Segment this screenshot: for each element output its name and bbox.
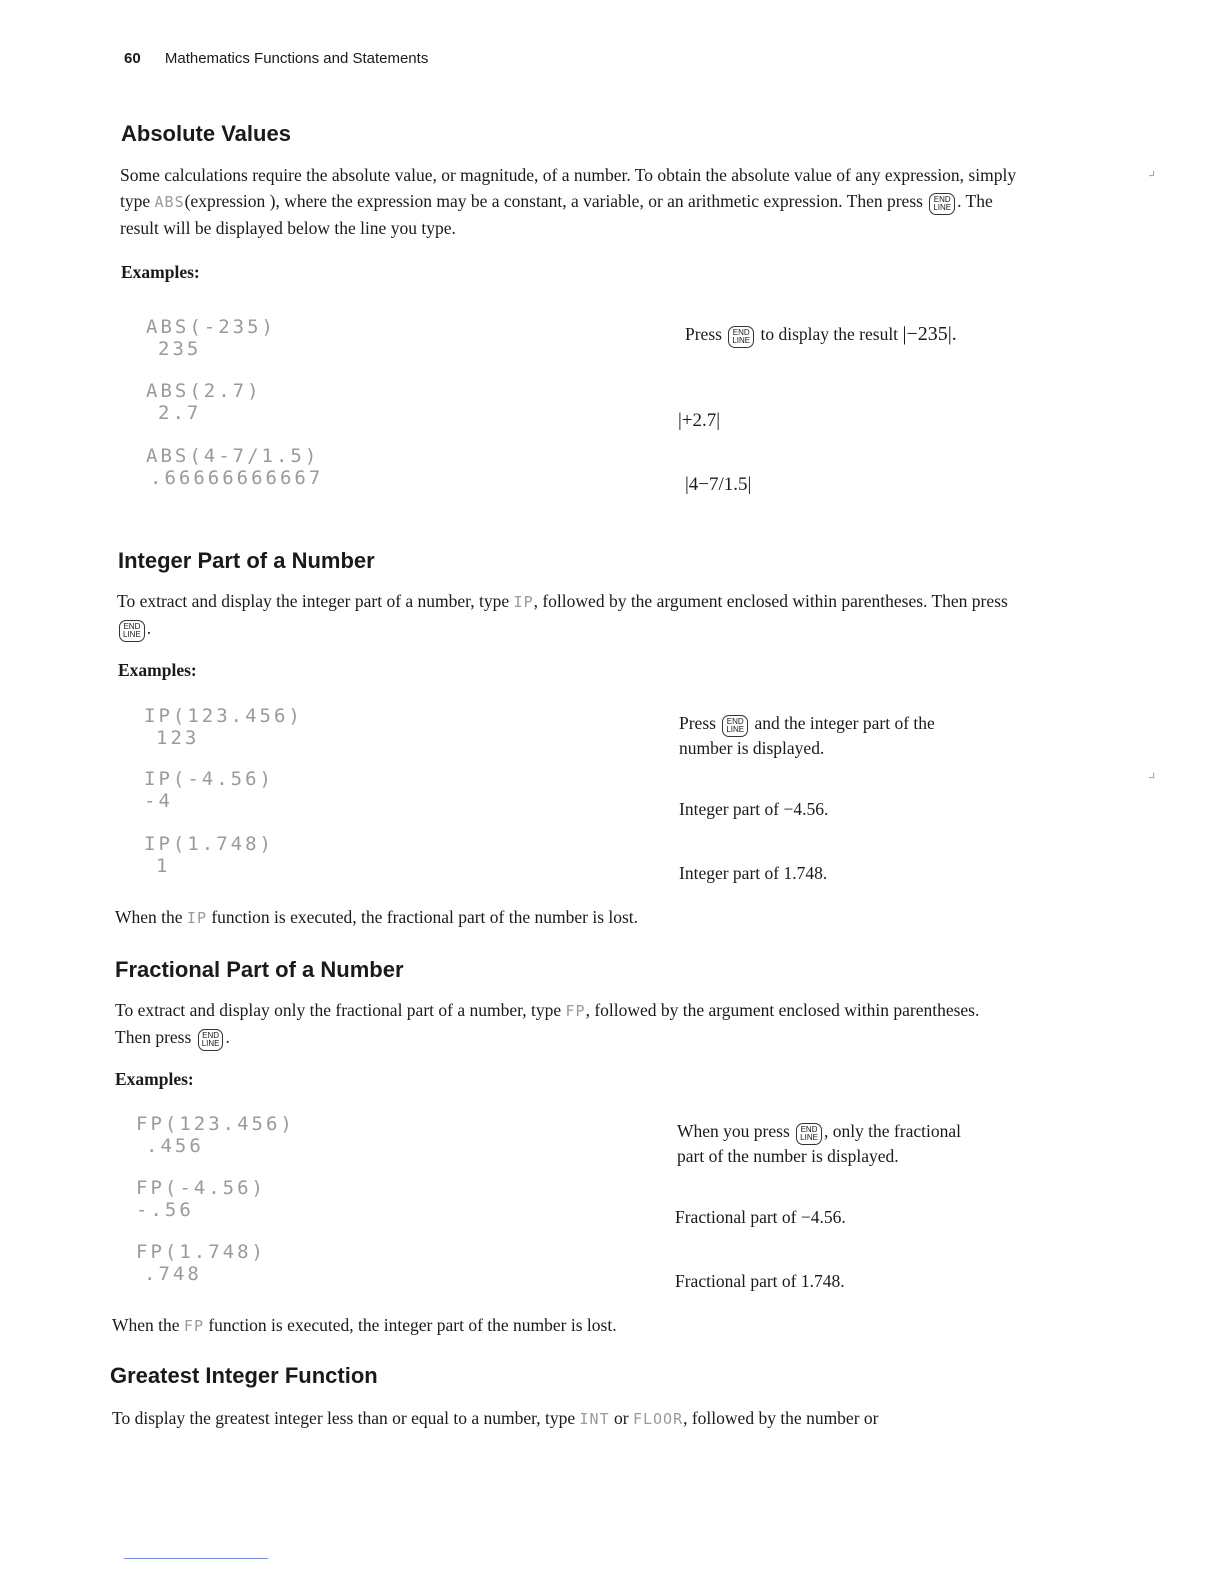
chapter-title: Mathematics Functions and Statements (164, 50, 429, 67)
end-line-key-icon: END LINE (929, 193, 955, 215)
lcd-input: IP(1.748) (144, 833, 274, 855)
inline-code-abs: ABS (154, 193, 185, 211)
lcd-output: -4 (144, 790, 173, 812)
lcd-input: ABS(-235) (146, 316, 276, 338)
lcd-output: 235 (158, 338, 202, 360)
example-note: Fractional part of −4.56. (675, 1207, 846, 1227)
lcd-output: .456 (146, 1135, 204, 1157)
gi-paragraph: To display the greatest integer less than or equal to a number, type INT or FLOOR, followed by the number or (112, 1408, 879, 1428)
examples-label: Examples: (118, 660, 197, 680)
lcd-input: FP(1.748) (136, 1241, 266, 1263)
end-line-key-icon: END LINE (119, 620, 145, 642)
inline-code-int: INT (579, 1410, 610, 1428)
lcd-output: .748 (144, 1263, 202, 1285)
lcd-output: 123 (156, 727, 200, 749)
footer-rule (124, 1558, 268, 1559)
section-heading-integer-part: Integer Part of a Number (118, 548, 375, 573)
example-note: |4−7/1.5| (685, 474, 752, 495)
inline-code-fp: FP (565, 1002, 586, 1020)
inline-code-ip: IP (513, 593, 534, 611)
fp-paragraph: To extract and display only the fractional part of a number, type FP, followed by the argument enclosed within parentheses. Then press END LINE . (115, 997, 1015, 1051)
lcd-input: FP(-4.56) (136, 1177, 266, 1199)
examples-label: Examples: (121, 262, 200, 282)
example-note: Press END LINE to display the result |−235|. (685, 323, 957, 348)
lcd-output: .66666666667 (150, 467, 324, 489)
section-heading-greatest-integer: Greatest Integer Function (110, 1363, 378, 1388)
ip-paragraph: To extract and display the integer part of a number, type IP, followed by the argument enclosed within parentheses. Then press END LINE . (117, 588, 1017, 642)
lcd-input: IP(-4.56) (144, 768, 274, 790)
example-note: When you press END LINE , only the fractional part of the number is displayed. (677, 1121, 961, 1166)
fp-after-paragraph: When the FP function is executed, the integer part of the number is lost. (112, 1315, 617, 1335)
abs-paragraph: Some calculations require the absolute value, or magnitude, of a number. To obtain the absolute value of any expression, simply type ABS(expression ), where the expression may be a constant, a variable, or an arithmetic expression. Then press END LINE . The result will be displayed below the line you type. (120, 165, 1017, 238)
lcd-input: FP(123.456) (136, 1113, 295, 1135)
ip-after-paragraph: When the IP function is executed, the fractional part of the number is lost. (115, 907, 639, 927)
lcd-output: 1 (156, 855, 171, 877)
example-note: Integer part of 1.748. (679, 863, 828, 883)
example-note: Press END LINE and the integer part of the number is displayed. (679, 713, 935, 758)
lcd-input: ABS(2.7) (146, 380, 262, 402)
end-line-key-icon: END LINE (722, 715, 748, 737)
section-heading-fractional-part: Fractional Part of a Number (115, 957, 404, 982)
running-head (124, 50, 428, 67)
lcd-output: -.56 (136, 1199, 194, 1221)
example-note: |+2.7| (678, 410, 721, 431)
inline-code-ip: IP (186, 909, 207, 927)
section-heading-absolute-values: Absolute Values (121, 121, 291, 146)
end-line-key-icon: END LINE (728, 326, 754, 348)
lcd-output: 2.7 (158, 402, 202, 424)
scan-mark: ⌟ (1148, 764, 1156, 781)
page-number: 60 (124, 50, 141, 67)
lcd-input: ABS(4-7/1.5) (146, 445, 320, 467)
example-note: Fractional part of 1.748. (675, 1271, 845, 1291)
example-note: Integer part of −4.56. (679, 799, 829, 819)
end-line-key-icon: END LINE (796, 1123, 822, 1145)
scan-mark: ⌟ (1148, 162, 1156, 179)
inline-code-floor: FLOOR (632, 1410, 684, 1428)
inline-code-fp: FP (183, 1317, 204, 1335)
end-line-key-icon: END LINE (198, 1029, 224, 1051)
examples-label: Examples: (115, 1069, 194, 1089)
lcd-input: IP(123.456) (144, 705, 303, 727)
